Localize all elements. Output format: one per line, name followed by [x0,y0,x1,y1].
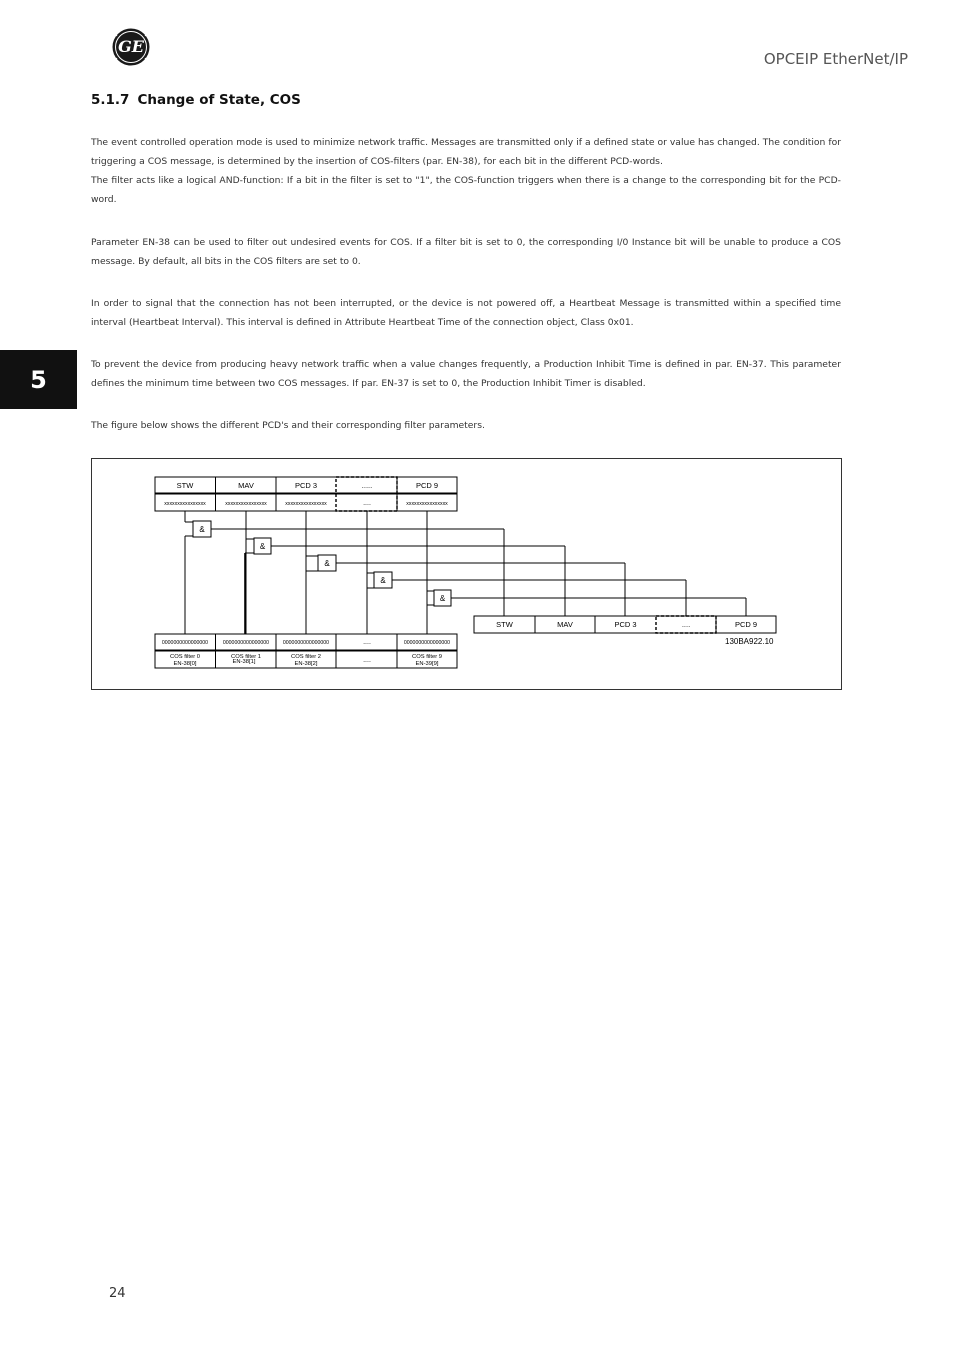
and-gate-4: & [439,594,446,603]
filter-value-1: 0000000000000000 [222,640,270,646]
output-label-3: .... [681,620,691,629]
logo-text: GE [118,37,144,56]
output-label-0: STW [496,620,513,629]
section-number: 5.1.7 [91,92,130,108]
filter-name-0: COS filter 0 [170,654,200,660]
and-gate-3: & [380,576,386,585]
top-value-0: xxxxxxxxxxxxxxxx [164,501,206,507]
output-label-1: MAV [557,620,573,629]
filter-value-0: 0000000000000000 [161,640,209,646]
top-value-3: .... [363,500,371,507]
filter-param-0: EN-38[0] [173,661,197,667]
paragraph-en38: Parameter EN-38 can be used to filter out undesired events for COS. If a filter bit is set to 0, the corresponding I/0 Instance bit will be unable to produce a COS message. By default, all bits in the COS filters are set to 0. [91,237,841,268]
figure-id: 130BA922.10 [725,637,774,646]
document-title: OPCEIP EtherNet/IP [763,50,908,68]
section-heading [91,92,301,108]
filter-name-4: COS filter 9 [412,654,442,660]
top-label-2: PCD 3 [294,481,318,490]
top-value-4: xxxxxxxxxxxxxxxx [406,501,448,507]
filter-name-3: .... [363,657,371,664]
filter-name-2: COS filter 2 [291,654,321,660]
top-label-1: MAV [238,481,254,490]
filter-value-3: .... [363,639,371,646]
top-label-4: PCD 9 [415,481,439,490]
filter-value-2: 0000000000000000 [282,640,330,646]
top-label-3: ..... [361,481,373,490]
paragraph-filter-and: The filter acts like a logical AND-function: If a bit in the filter is set to "1", the COS-function triggers when there is a change to the corresponding bit for the PCD-word. [91,175,841,206]
paragraph-production-inhibit: To prevent the device from producing heavy network traffic when a value changes frequently, a Production Inhibit Time is defined in par. EN-37. This parameter defines the minimum time between two COS messages. If par. EN-37 is set to 0, the Production Inhibit Timer is disabled. [91,359,841,390]
filter-param-4: EN-39[9] [415,661,439,667]
ge-logo-icon [112,28,150,66]
and-gate-1: & [259,542,266,551]
output-label-4: PCD 9 [734,620,758,629]
top-value-1: xxxxxxxxxxxxxxxx [225,501,267,507]
filter-param-2: EN-38[2] [294,661,318,667]
section-title: Change of State, COS [137,92,301,108]
paragraph-figure-intro: The figure below shows the different PCD's and their corresponding filter parameters. [91,420,485,431]
filter-param-1: EN-38[1] [232,659,256,665]
paragraph-cos-intro: The event controlled operation mode is used to minimize network traffic. Messages are transmitted only if a defined state or value has changed. The condition for triggering a COS message, is determined by the insertion of COS-filters (par. EN-38), for each bit in the different PCD-words. [91,137,841,168]
filter-value-4: 0000000000000000 [403,640,451,646]
paragraph-heartbeat: In order to signal that the connection has not been interrupted, or the device is not powered off, a Heartbeat Message is transmitted within a specified time interval (Heartbeat Interval). This interval is defined in Attribute Heartbeat Time of the connection object, Class 0x01. [91,298,841,329]
top-value-2: xxxxxxxxxxxxxxxx [285,501,327,507]
page-number: 24 [109,1286,126,1301]
top-label-0: STW [176,481,194,490]
and-gate-0: & [199,525,205,534]
and-gate-2: & [324,559,330,568]
chapter-tab: 5 [0,350,77,409]
filter-name-1: COS filter 1 [231,654,261,660]
cos-filter-diagram [91,458,842,690]
output-label-2: PCD 3 [614,620,637,629]
